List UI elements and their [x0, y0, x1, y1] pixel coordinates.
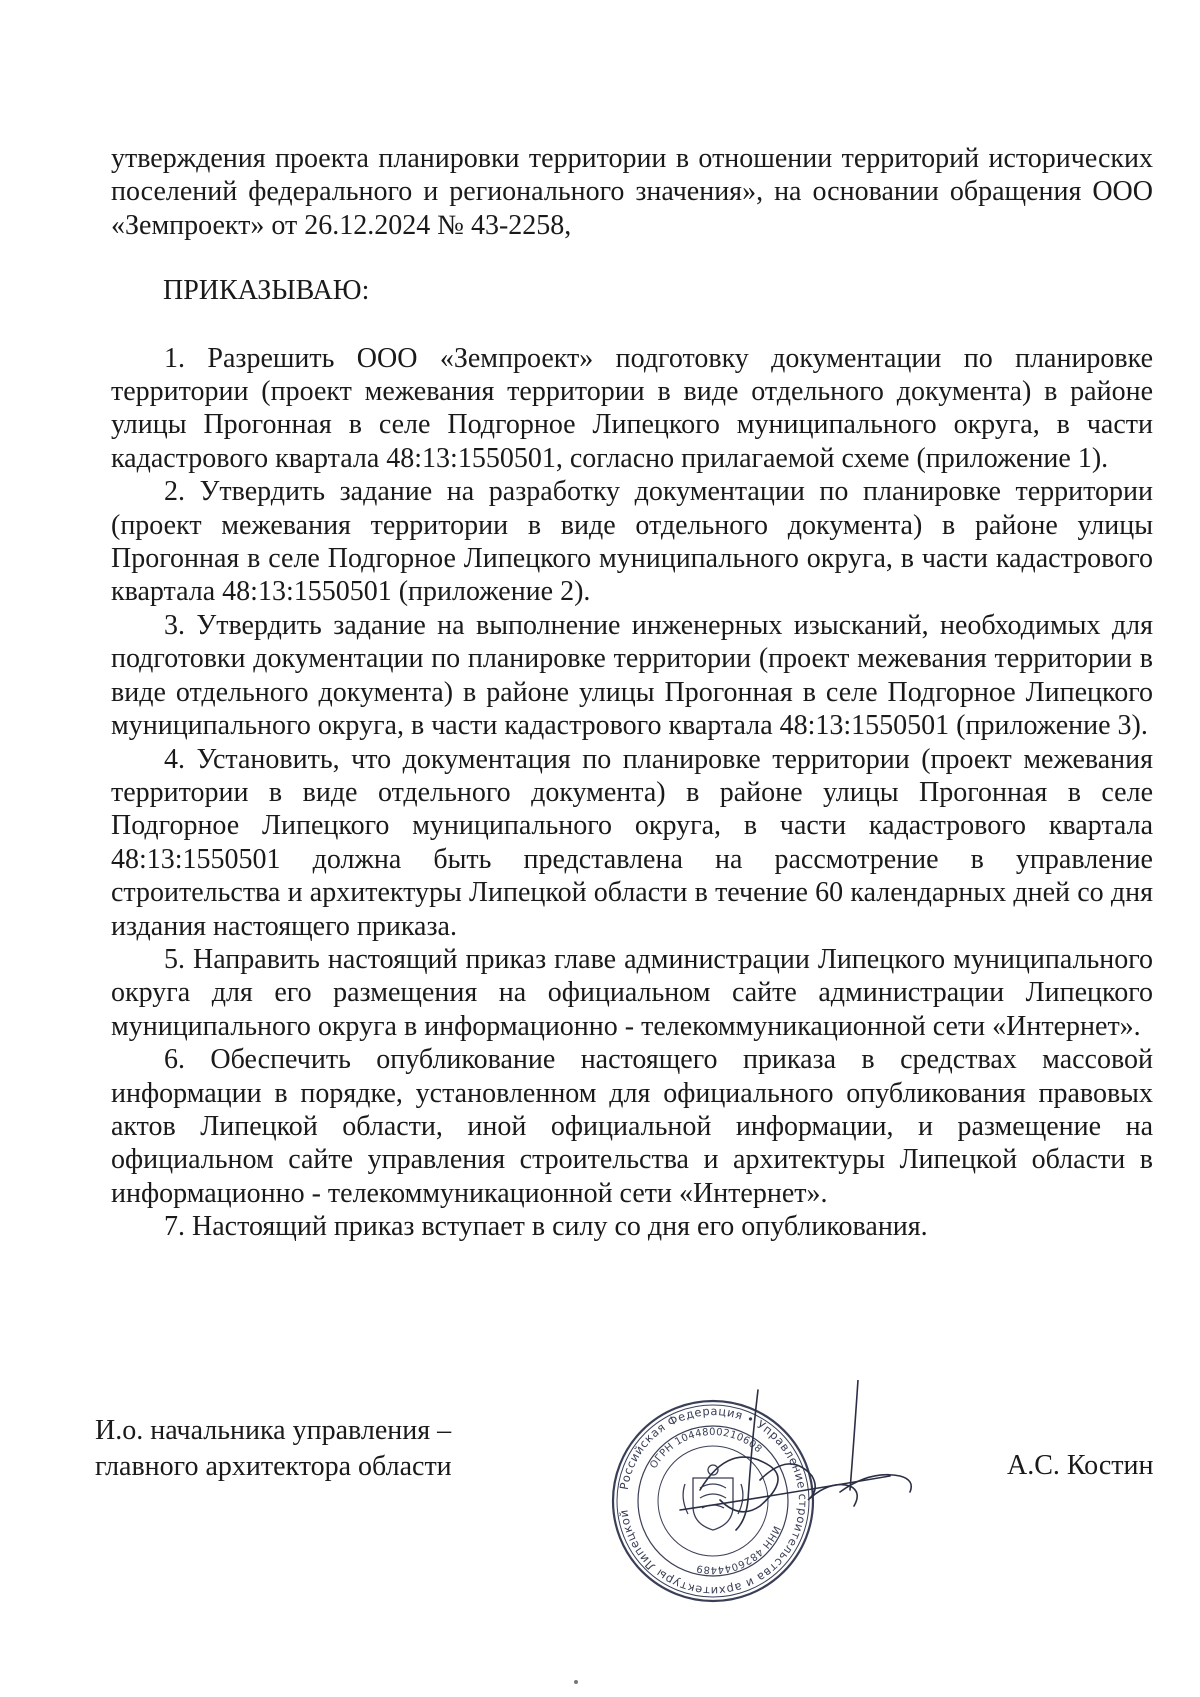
handwritten-signature [640, 1380, 960, 1560]
intro-paragraph: утверждения проекта планировки территории в отношении территорий исторических поселений федерального и регионального значения», на основании обращения ООО «Земпроект» от 26.12.2024 № 43-2258, [111, 143, 1153, 241]
position-line-1: И.о. начальника управления – [95, 1415, 452, 1446]
order-item-6: 6. Обеспечить опубликование настоящего приказа в средствах массовой информации в порядке, установленном для официального опубликования правовых актов Липецкой области, иной официальной информации, и размещение на официальном сайте управления строительства и архитектуры Липецкой области в информационно - телекоммуникационной сети «Интернет». [111, 1044, 1153, 1209]
position-line-2: главного архитектора области [95, 1451, 452, 1482]
scan-dot [574, 1680, 578, 1684]
signatory-position [95, 1413, 452, 1485]
stamp-ogrn-text: ОГРН 1044800210608 [648, 1426, 764, 1471]
stamp-inn-text: ИНН 4826044489 [695, 1524, 782, 1576]
stamp-outer-text: Российская Федерация • Управление строительства и архитектуры Липецкой [616, 1403, 811, 1599]
order-item-3: 3. Утвердить задание на выполнение инженерных изысканий, необходимых для подготовки документации по планировке территории (проект межевания территории в виде отдельного документа) в районе улицы Прогонная в селе Подгорное Липецкого муниципального округа, в части кадастрового квартала 48:13:1550501 (приложение 3). [111, 609, 1153, 742]
order-item-7: 7. Настоящий приказ вступает в силу со дня его опубликования. [164, 1211, 928, 1243]
order-item-2: 2. Утвердить задание на разработку документации по планировке территории (проект межевания территории в виде отдельного документа) в районе улицы Прогонная в селе Подгорное Липецкого муниципального округа, в части кадастрового квартала 48:13:1550501 (приложение 2). [111, 476, 1153, 608]
order-item-4: 4. Установить, что документация по планировке территории (проект межевания территории в виде отдельного документа) в районе улицы Прогонная в селе Подгорное Липецкого муниципального округа, в части кадастрового квартала 48:13:1550501 должна быть представлена на рассмотрение в управление строительства и архитектуры Липецкой области в течение 60 календарных дней со дня издания настоящего приказа. [111, 743, 1153, 942]
order-item-5: 5. Направить настоящий приказ главе администрации Липецкого муниципального округа для его размещения на официальном сайте администрации Липецкого муниципального округа в информационно - телекоммуникационной сети «Интернет». [111, 943, 1153, 1042]
document-body [111, 142, 1153, 1244]
signature-scribble-icon [640, 1380, 960, 1560]
signatory-name: А.С. Костин [1007, 1450, 1154, 1481]
order-heading: ПРИКАЗЫВАЮ: [163, 275, 370, 307]
order-item-1: 1. Разрешить ООО «Земпроект» подготовку документации по планировке территории (проект межевания территории в виде отдельного документа) в районе улицы Прогонная в селе Подгорное Липецкого муниципального округа, в части кадастрового квартала 48:13:1550501, согласно прилагаемой схеме (приложение 1). [111, 342, 1153, 474]
